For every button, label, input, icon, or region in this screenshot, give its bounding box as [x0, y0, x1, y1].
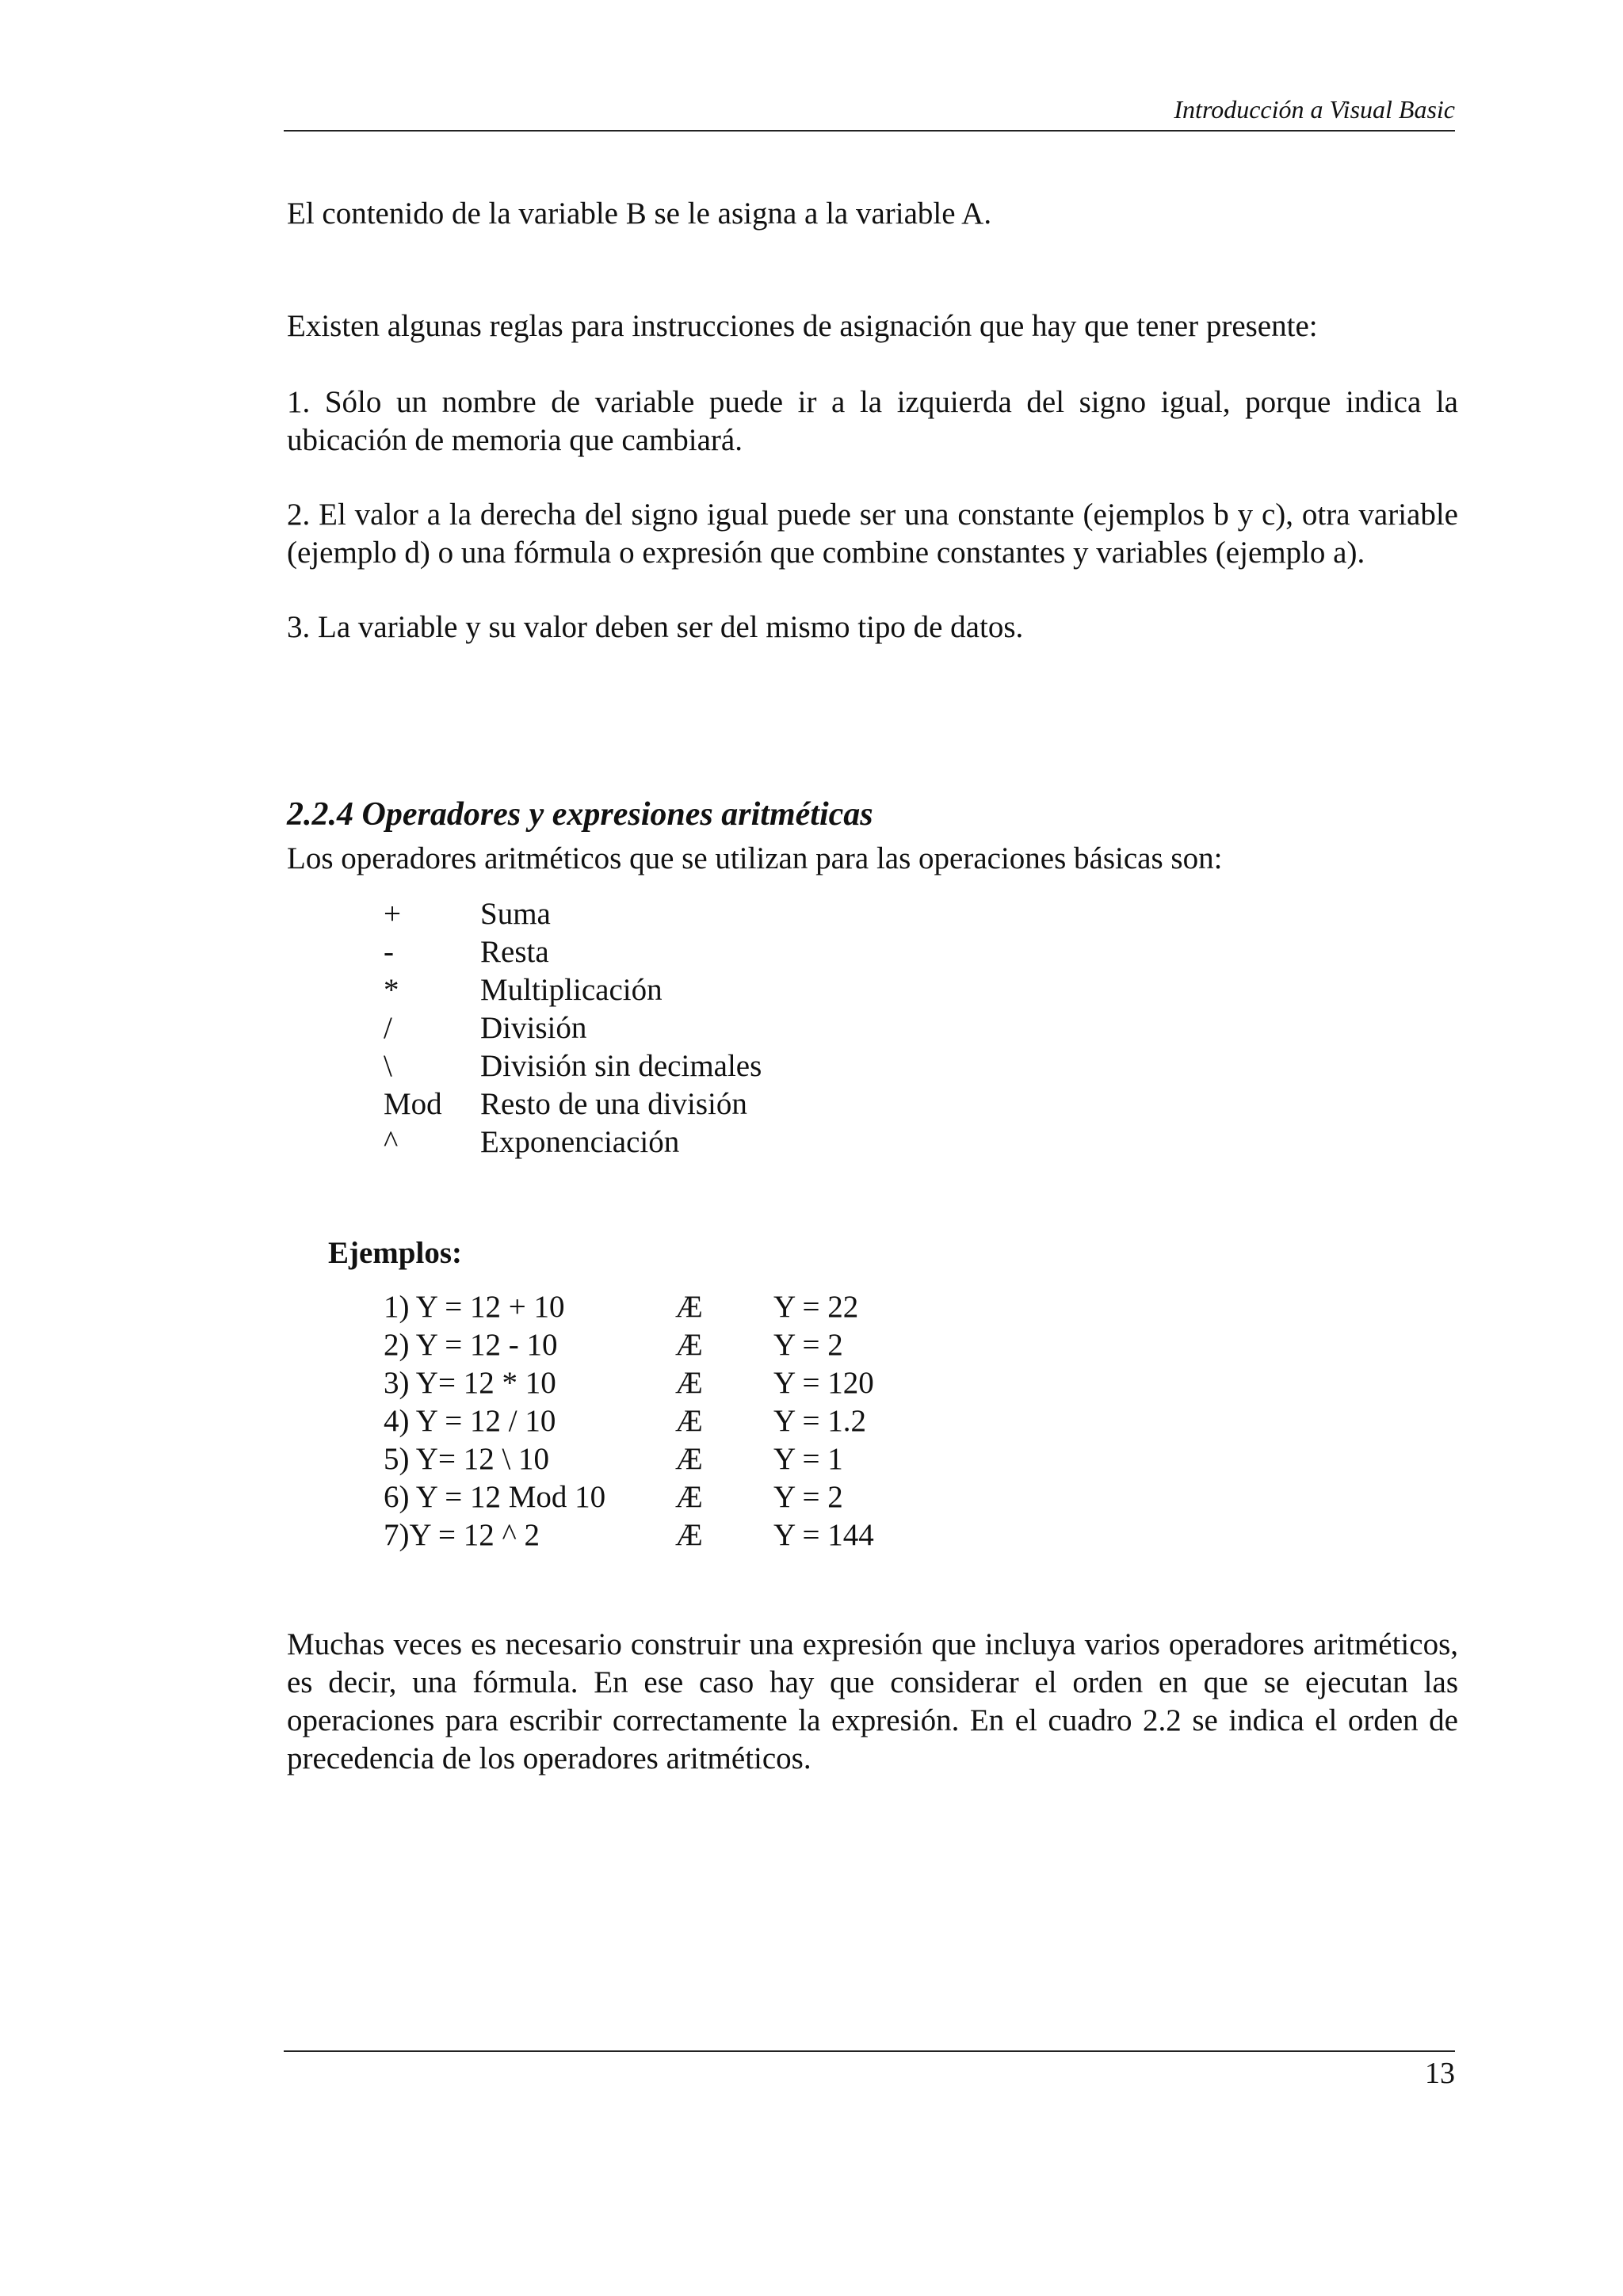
operator-symbol: Mod — [384, 1087, 442, 1121]
operator-symbol: / — [384, 1011, 392, 1045]
arrow-symbol: Æ — [675, 1290, 703, 1324]
example-result: Y = 1.2 — [773, 1404, 866, 1438]
operator-row — [384, 895, 762, 933]
operator-symbol: ^ — [384, 1125, 399, 1159]
example-expression: 1) Y = 12 + 10 — [384, 1290, 565, 1324]
example-row — [384, 1440, 874, 1478]
examples-title: Ejemplos: — [328, 1236, 462, 1270]
operator-name: Resta — [480, 935, 549, 969]
operator-name: Resto de una división — [480, 1087, 747, 1121]
operator-name: Multiplicación — [480, 973, 663, 1007]
rule-item: 3. La variable y su valor deben ser del mismo tipo de datos. — [287, 610, 1024, 644]
rules-list — [287, 383, 1458, 683]
example-result: Y = 2 — [773, 1480, 843, 1514]
example-row — [384, 1288, 874, 1326]
example-row — [384, 1516, 874, 1554]
operator-name: Suma — [480, 897, 551, 931]
example-row — [384, 1326, 874, 1364]
paragraph-assignment: El contenido de la variable B se le asigna a la variable A. — [287, 196, 992, 231]
example-expression: 2) Y = 12 - 10 — [384, 1328, 558, 1362]
example-expression: 7)Y = 12 ^ 2 — [384, 1518, 540, 1552]
operator-row — [384, 1009, 762, 1047]
operator-row — [384, 1123, 762, 1161]
operator-row — [384, 971, 762, 1009]
rule-item: 1. Sólo un nombre de variable puede ir a la izquierda del signo igual, porque indica la ubicación de memoria que cambiará. — [287, 385, 1458, 457]
arrow-symbol: Æ — [675, 1480, 703, 1514]
examples-list — [384, 1288, 874, 1554]
operator-name: División sin decimales — [480, 1049, 762, 1083]
example-result: Y = 22 — [773, 1290, 859, 1324]
operator-symbol: * — [384, 973, 399, 1007]
section-intro: Los operadores aritméticos que se utilizan para las operaciones básicas son: — [287, 841, 1223, 875]
operator-name: División — [480, 1011, 587, 1045]
section-heading: 2.2.4 Operadores y expresiones aritméticas — [287, 796, 873, 833]
operator-symbol: + — [384, 897, 401, 931]
page-number: 13 — [1425, 2057, 1455, 2090]
arrow-symbol: Æ — [675, 1328, 703, 1362]
example-expression: 3) Y= 12 * 10 — [384, 1366, 556, 1400]
arrow-symbol: Æ — [675, 1518, 703, 1552]
operator-symbol: - — [384, 935, 394, 969]
footer-rule — [284, 2050, 1455, 2052]
example-result: Y = 2 — [773, 1328, 843, 1362]
example-result: Y = 1 — [773, 1442, 843, 1476]
operator-symbol: \ — [384, 1049, 392, 1083]
arrow-symbol: Æ — [675, 1404, 703, 1438]
operator-list — [384, 895, 762, 1161]
example-result: Y = 120 — [773, 1366, 874, 1400]
header-rule — [284, 130, 1455, 132]
paragraph-rules-intro: Existen algunas reglas para instrucciones de asignación que hay que tener presente: — [287, 309, 1318, 343]
example-expression: 5) Y= 12 \ 10 — [384, 1442, 550, 1476]
running-header: Introducción a Visual Basic — [1174, 95, 1455, 124]
example-row — [384, 1402, 874, 1440]
operator-row — [384, 1085, 762, 1123]
example-row — [384, 1478, 874, 1516]
example-result: Y = 144 — [773, 1518, 874, 1552]
example-expression: 4) Y = 12 / 10 — [384, 1404, 556, 1438]
arrow-symbol: Æ — [675, 1442, 703, 1476]
closing-paragraph: Muchas veces es necesario construir una expresión que incluya varios operadores aritméticos, es decir, una fórmula. En ese caso hay que considerar el orden en que se ejecutan las operaciones para escribir correctamente la expresión. En el cuadro 2.2 se indica el orden de precedencia de los operadores aritméticos. — [287, 1627, 1458, 1775]
operator-name: Exponenciación — [480, 1125, 680, 1159]
rule-item: 2. El valor a la derecha del signo igual puede ser una constante (ejemplos b y c), otra variable (ejemplo d) o una fórmula o expresión que combine constantes y variables (ejemplo a). — [287, 498, 1458, 570]
arrow-symbol: Æ — [675, 1366, 703, 1400]
example-row — [384, 1364, 874, 1402]
operator-row — [384, 1047, 762, 1085]
operator-row — [384, 933, 762, 971]
example-expression: 6) Y = 12 Mod 10 — [384, 1480, 606, 1514]
